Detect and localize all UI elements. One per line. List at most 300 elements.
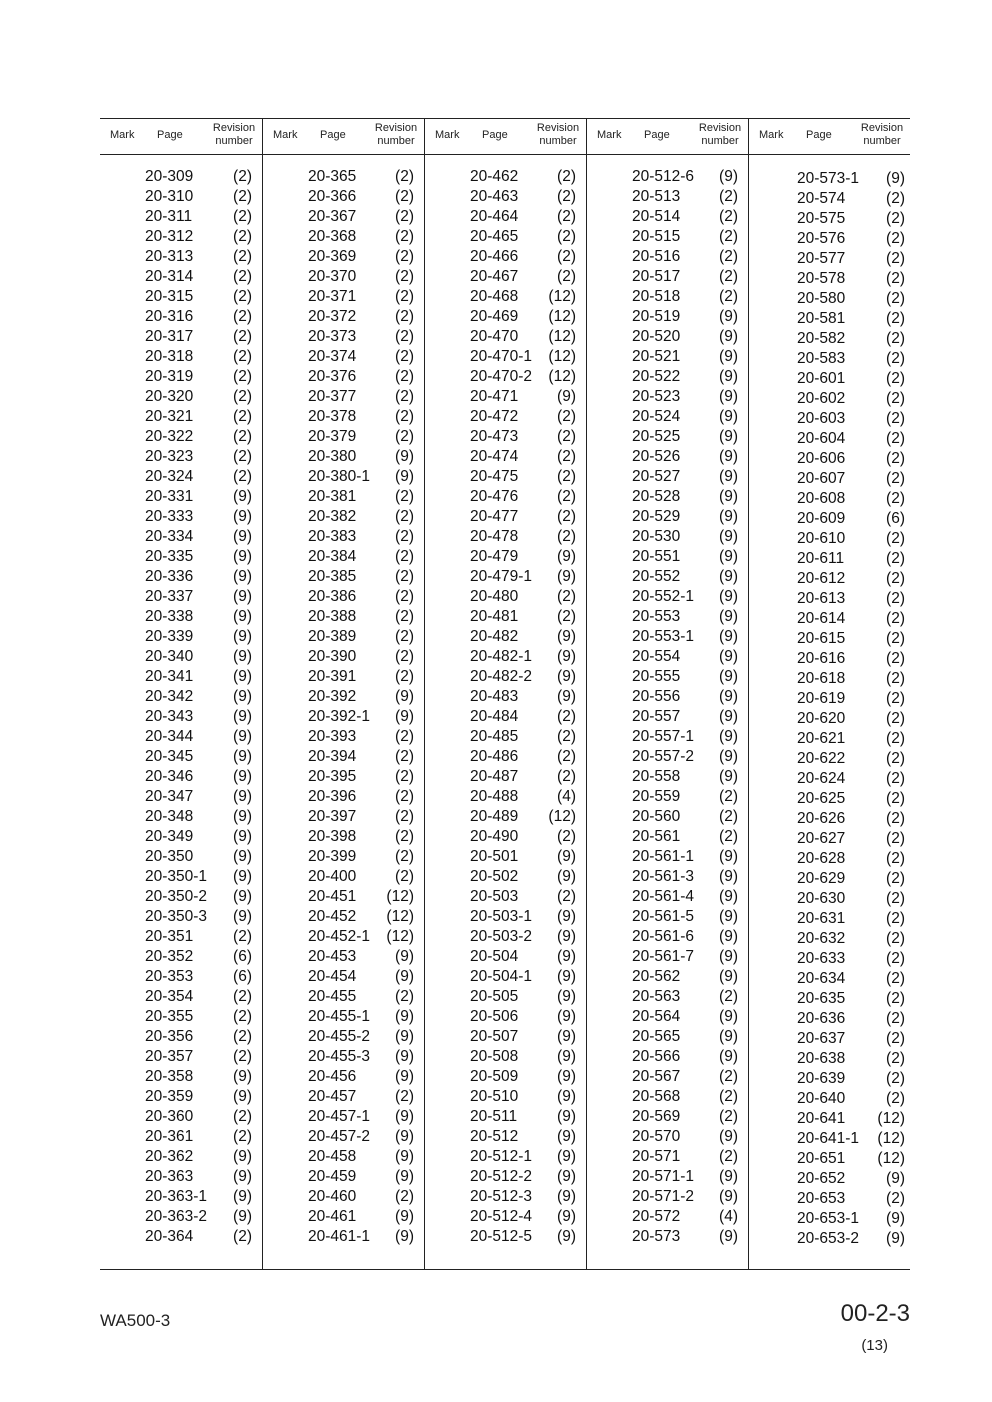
table-row (263, 227, 424, 247)
header-revision-number (694, 122, 746, 148)
revision-cell: (9) (557, 1188, 576, 1205)
page-cell: 20-635 (797, 990, 846, 1007)
revision-cell: (9) (719, 348, 738, 365)
revision-cell: (2) (233, 1008, 252, 1025)
revision-cell: (9) (233, 728, 252, 745)
page-cell: 20-553-1 (632, 628, 695, 645)
table-row (100, 1027, 262, 1047)
page-cell: 20-519 (632, 308, 681, 325)
table-row (749, 229, 910, 249)
table-row (100, 1227, 262, 1247)
table-row (749, 1169, 910, 1189)
page-cell: 20-366 (308, 188, 357, 205)
revision-cell: (9) (886, 170, 905, 187)
table-row (587, 887, 748, 907)
table-row (100, 487, 262, 507)
revision-cell: (9) (557, 928, 576, 945)
table-row (425, 267, 586, 287)
page-cell: 20-365 (308, 168, 357, 185)
table-row (587, 687, 748, 707)
revision-cell: (9) (233, 888, 252, 905)
table-row (425, 247, 586, 267)
revision-cell: (9) (557, 1088, 576, 1105)
revision-cell: (9) (719, 448, 738, 465)
page-cell: 20-524 (632, 408, 681, 425)
revision-cell: (2) (719, 1108, 738, 1125)
page-cell: 20-488 (470, 788, 519, 805)
table-row (100, 667, 262, 687)
page-cell: 20-512-6 (632, 168, 695, 185)
revision-cell: (2) (886, 270, 905, 287)
page-cell: 20-504 (470, 948, 519, 965)
table-row (263, 307, 424, 327)
revision-cell: (9) (233, 708, 252, 725)
page-cell: 20-350-1 (145, 868, 208, 885)
table-row (425, 667, 586, 687)
table-row (587, 747, 748, 767)
column-header (263, 119, 424, 155)
header-revision-line2: number (377, 135, 415, 147)
page-cell: 20-530 (632, 528, 681, 545)
header-mark: Mark (110, 129, 135, 141)
revision-cell: (2) (395, 648, 414, 665)
table-row (263, 1207, 424, 1227)
revision-cell: (9) (395, 688, 414, 705)
table-row (587, 287, 748, 307)
revision-cell: (2) (886, 430, 905, 447)
revision-cell: (9) (719, 908, 738, 925)
revision-cell: (2) (395, 268, 414, 285)
page-cell: 20-350-3 (145, 908, 208, 925)
revision-cell: (2) (395, 1188, 414, 1205)
revision-cell: (9) (557, 1008, 576, 1025)
table-row (425, 467, 586, 487)
revision-table (100, 118, 910, 1270)
page-cell: 20-523 (632, 388, 681, 405)
page-cell: 20-483 (470, 688, 519, 705)
table-row (100, 767, 262, 787)
table-row (749, 1109, 910, 1129)
page-cell: 20-347 (145, 788, 194, 805)
page-cell: 20-359 (145, 1088, 194, 1105)
page-cell: 20-639 (797, 1070, 846, 1087)
page-cell: 20-390 (308, 648, 357, 665)
page-cell: 20-606 (797, 450, 846, 467)
revision-cell: (9) (557, 1208, 576, 1225)
page-cell: 20-501 (470, 848, 519, 865)
revision-cell: (2) (719, 808, 738, 825)
revision-cell: (2) (233, 408, 252, 425)
header-revision-line1: Revision (212, 122, 256, 134)
page-cell: 20-350-2 (145, 888, 208, 905)
table-row (263, 1067, 424, 1087)
revision-cell: (2) (886, 470, 905, 487)
table-row (100, 627, 262, 647)
table-row (425, 367, 586, 387)
revision-cell: (2) (886, 490, 905, 507)
revision-cell: (2) (886, 890, 905, 907)
revision-cell: (9) (233, 648, 252, 665)
page-cell: 20-638 (797, 1050, 846, 1067)
page-cell: 20-555 (632, 668, 681, 685)
revision-cell: (9) (233, 608, 252, 625)
page-revision: (13) (861, 1337, 888, 1354)
table-row (587, 487, 748, 507)
row-list (425, 155, 586, 1247)
revision-cell: (9) (719, 728, 738, 745)
revision-cell: (9) (233, 1188, 252, 1205)
header-page: Page (320, 129, 346, 141)
page-cell: 20-627 (797, 830, 846, 847)
page-cell: 20-571 (632, 1148, 681, 1165)
revision-cell: (9) (557, 988, 576, 1005)
page-cell: 20-331 (145, 488, 194, 505)
table-row (425, 567, 586, 587)
page-cell: 20-358 (145, 1068, 194, 1085)
page-cell: 20-634 (797, 970, 846, 987)
table-row (100, 867, 262, 887)
revision-cell: (6) (886, 510, 905, 527)
page-cell: 20-641-1 (797, 1130, 860, 1147)
revision-cell: (9) (395, 468, 414, 485)
revision-cell: (2) (395, 628, 414, 645)
page-cell: 20-508 (470, 1048, 519, 1065)
revision-cell: (2) (886, 190, 905, 207)
table-row (100, 587, 262, 607)
page-cell: 20-641 (797, 1110, 846, 1127)
revision-cell: (2) (395, 408, 414, 425)
revision-cell: (9) (233, 788, 252, 805)
page-cell: 20-625 (797, 790, 846, 807)
page-cell: 20-629 (797, 870, 846, 887)
page-cell: 20-394 (308, 748, 357, 765)
revision-cell: (9) (557, 1148, 576, 1165)
table-row (425, 827, 586, 847)
revision-cell: (2) (719, 188, 738, 205)
table-row (749, 1209, 910, 1229)
revision-cell: (12) (548, 308, 576, 325)
table-row (749, 1089, 910, 1109)
page-cell: 20-487 (470, 768, 519, 785)
revision-cell: (2) (395, 528, 414, 545)
page-cell: 20-476 (470, 488, 519, 505)
table-row (100, 887, 262, 907)
page-cell: 20-312 (145, 228, 194, 245)
page-cell: 20-452-1 (308, 928, 371, 945)
page-cell: 20-562 (632, 968, 681, 985)
table-row (100, 347, 262, 367)
revision-cell: (9) (395, 1028, 414, 1045)
table-row (425, 767, 586, 787)
page-cell: 20-482-2 (470, 668, 533, 685)
page-cell: 20-565 (632, 1028, 681, 1045)
page-cell: 20-458 (308, 1148, 357, 1165)
revision-cell: (2) (886, 410, 905, 427)
revision-cell: (9) (233, 568, 252, 585)
table-row (263, 827, 424, 847)
header-revision-line1: Revision (698, 122, 742, 134)
table-row (587, 1067, 748, 1087)
revision-cell: (2) (395, 828, 414, 845)
table-row (425, 867, 586, 887)
page-cell: 20-482 (470, 628, 519, 645)
revision-cell: (9) (719, 328, 738, 345)
page-cell: 20-651 (797, 1150, 846, 1167)
revision-cell: (12) (877, 1130, 905, 1147)
column-header (749, 119, 910, 155)
page-cell: 20-506 (470, 1008, 519, 1025)
revision-cell: (2) (557, 728, 576, 745)
page-cell: 20-344 (145, 728, 194, 745)
revision-cell: (2) (395, 368, 414, 385)
row-list (749, 155, 910, 1249)
page-cell: 20-310 (145, 188, 194, 205)
page-cell: 20-607 (797, 470, 846, 487)
table-row (587, 1087, 748, 1107)
revision-cell: (12) (877, 1110, 905, 1127)
revision-cell: (2) (557, 588, 576, 605)
revision-cell: (2) (886, 210, 905, 227)
table-row (263, 727, 424, 747)
table-row (587, 327, 748, 347)
revision-cell: (9) (719, 1128, 738, 1145)
revision-cell: (9) (557, 1228, 576, 1245)
page-cell: 20-604 (797, 430, 846, 447)
page-cell: 20-653 (797, 1190, 846, 1207)
page-cell: 20-504-1 (470, 968, 533, 985)
table-row (100, 847, 262, 867)
revision-cell: (2) (233, 928, 252, 945)
table-row (749, 809, 910, 829)
page-cell: 20-573-1 (797, 170, 860, 187)
page-cell: 20-349 (145, 828, 194, 845)
page-cell: 20-481 (470, 608, 519, 625)
page-cell: 20-453 (308, 948, 357, 965)
page-cell: 20-460 (308, 1188, 357, 1205)
table-row (749, 709, 910, 729)
revision-cell: (9) (557, 628, 576, 645)
table-row (587, 1147, 748, 1167)
revision-cell: (2) (886, 330, 905, 347)
revision-cell: (2) (233, 268, 252, 285)
table-row (587, 167, 748, 187)
revision-cell: (2) (233, 468, 252, 485)
table-row (587, 947, 748, 967)
page-cell: 20-383 (308, 528, 357, 545)
page-cell: 20-561-7 (632, 948, 695, 965)
revision-cell: (2) (395, 208, 414, 225)
row-list (100, 155, 262, 1247)
revision-cell: (9) (719, 528, 738, 545)
revision-cell: (9) (719, 888, 738, 905)
page-cell: 20-489 (470, 808, 519, 825)
revision-cell: (9) (395, 1008, 414, 1025)
header-revision-line2: number (701, 135, 739, 147)
table-row (749, 449, 910, 469)
revision-cell: (4) (557, 788, 576, 805)
revision-cell: (2) (886, 770, 905, 787)
page-cell: 20-553 (632, 608, 681, 625)
table-row (425, 1107, 586, 1127)
revision-cell: (9) (233, 508, 252, 525)
revision-cell: (2) (233, 1028, 252, 1045)
revision-cell: (9) (233, 488, 252, 505)
table-row (263, 1027, 424, 1047)
revision-cell: (2) (557, 508, 576, 525)
revision-cell: (9) (719, 1048, 738, 1065)
table-row (749, 389, 910, 409)
page-cell: 20-561-5 (632, 908, 695, 925)
revision-cell: (9) (557, 648, 576, 665)
page-cell: 20-583 (797, 350, 846, 367)
page-cell: 20-324 (145, 468, 194, 485)
table-row (749, 1149, 910, 1169)
table-row (587, 627, 748, 647)
revision-cell: (2) (557, 488, 576, 505)
table-row (749, 329, 910, 349)
table-row (749, 529, 910, 549)
revision-cell: (9) (233, 868, 252, 885)
table-row (749, 489, 910, 509)
table-row (100, 447, 262, 467)
revision-cell: (2) (395, 228, 414, 245)
table-row (587, 1047, 748, 1067)
page-cell: 20-624 (797, 770, 846, 787)
table-row (425, 307, 586, 327)
page-cell: 20-608 (797, 490, 846, 507)
page-cell: 20-355 (145, 1008, 194, 1025)
revision-cell: (9) (233, 908, 252, 925)
revision-cell: (9) (557, 1108, 576, 1125)
table-row (100, 467, 262, 487)
revision-cell: (2) (395, 488, 414, 505)
table-row (587, 907, 748, 927)
page-cell: 20-469 (470, 308, 519, 325)
table-row (587, 447, 748, 467)
table-row (749, 889, 910, 909)
revision-cell: (2) (395, 668, 414, 685)
table-row (100, 907, 262, 927)
page-cell: 20-343 (145, 708, 194, 725)
revision-cell: (9) (719, 308, 738, 325)
revision-cell: (2) (886, 590, 905, 607)
row-list (587, 155, 748, 1247)
table-row (587, 547, 748, 567)
page-cell: 20-551 (632, 548, 681, 565)
revision-cell: (9) (557, 948, 576, 965)
header-mark: Mark (435, 129, 460, 141)
table-row (263, 387, 424, 407)
revision-cell: (9) (233, 1088, 252, 1105)
header-revision-number (370, 122, 422, 148)
revision-cell: (2) (886, 1010, 905, 1027)
table-row (749, 929, 910, 949)
table-row (263, 1167, 424, 1187)
table-row (100, 1147, 262, 1167)
revision-cell: (9) (557, 1168, 576, 1185)
page-cell: 20-514 (632, 208, 681, 225)
revision-cell: (2) (233, 168, 252, 185)
table-row (100, 1087, 262, 1107)
table-row (425, 747, 586, 767)
page-cell: 20-572 (632, 1208, 681, 1225)
page-cell: 20-626 (797, 810, 846, 827)
table-row (100, 567, 262, 587)
table-row (587, 987, 748, 1007)
table-row (263, 327, 424, 347)
page-cell: 20-480 (470, 588, 519, 605)
table-row (587, 247, 748, 267)
table-row (263, 407, 424, 427)
table-row (587, 187, 748, 207)
page-cell: 20-393 (308, 728, 357, 745)
table-row (425, 927, 586, 947)
revision-cell: (2) (395, 868, 414, 885)
revision-cell: (2) (557, 888, 576, 905)
table-row (749, 589, 910, 609)
page-cell: 20-653-1 (797, 1210, 860, 1227)
table-row (587, 1227, 748, 1247)
revision-cell: (2) (886, 1190, 905, 1207)
page-cell: 20-369 (308, 248, 357, 265)
header-revision-line2: number (539, 135, 577, 147)
table-row (749, 1069, 910, 1089)
page-cell: 20-346 (145, 768, 194, 785)
table-row (100, 187, 262, 207)
revision-cell: (12) (386, 928, 414, 945)
page-cell: 20-518 (632, 288, 681, 305)
page-cell: 20-516 (632, 248, 681, 265)
page-cell: 20-477 (470, 508, 519, 525)
table-row (587, 427, 748, 447)
revision-cell: (9) (395, 1148, 414, 1165)
header-page: Page (482, 129, 508, 141)
page-cell: 20-378 (308, 408, 357, 425)
revision-cell: (2) (886, 550, 905, 567)
table-row (263, 507, 424, 527)
page-cell: 20-336 (145, 568, 194, 585)
revision-cell: (9) (557, 968, 576, 985)
revision-cell: (2) (395, 848, 414, 865)
page-cell: 20-379 (308, 428, 357, 445)
page-cell: 20-470-2 (470, 368, 533, 385)
revision-cell: (2) (886, 790, 905, 807)
table-row (263, 647, 424, 667)
page-cell: 20-317 (145, 328, 194, 345)
page-cell: 20-382 (308, 508, 357, 525)
table-row (263, 807, 424, 827)
revision-cell: (9) (719, 648, 738, 665)
revision-cell: (2) (395, 988, 414, 1005)
revision-cell: (9) (886, 1230, 905, 1247)
page-cell: 20-502 (470, 868, 519, 885)
revision-cell: (2) (886, 310, 905, 327)
revision-cell: (2) (557, 408, 576, 425)
revision-cell: (9) (719, 488, 738, 505)
revision-cell: (2) (233, 248, 252, 265)
revision-cell: (9) (233, 848, 252, 865)
revision-cell: (9) (233, 628, 252, 645)
page-cell: 20-395 (308, 768, 357, 785)
table-row (587, 307, 748, 327)
page-cell: 20-386 (308, 588, 357, 605)
page-cell: 20-566 (632, 1048, 681, 1065)
page-cell: 20-619 (797, 690, 846, 707)
page-cell: 20-567 (632, 1068, 681, 1085)
revision-cell: (2) (886, 390, 905, 407)
table-row (263, 547, 424, 567)
revision-cell: (2) (395, 568, 414, 585)
